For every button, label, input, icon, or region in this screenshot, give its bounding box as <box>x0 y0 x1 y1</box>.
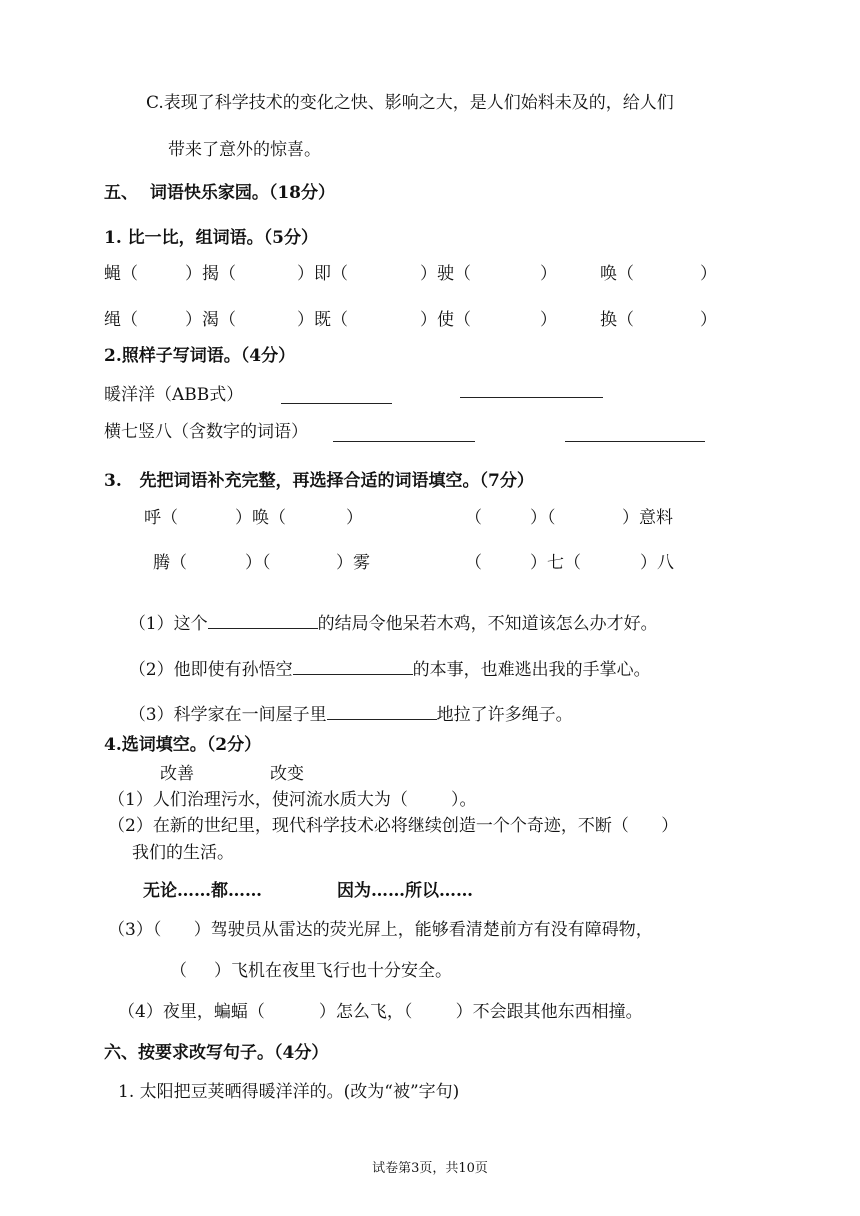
q3-s3-pre: （3）科学家在一间屋子里 <box>128 705 327 725</box>
section5-title: 五、 词语快乐家园。（18分） <box>104 183 335 203</box>
q1-r1-c4: ）驶（ <box>420 264 471 284</box>
q3-s1-post: 的结局令他呆若木鸡，不知道该怎么办才好。 <box>317 614 658 634</box>
q2-line1-label: 暖洋洋（ABB式） <box>104 385 244 405</box>
q1-r1-c6: 唤（ <box>600 264 634 284</box>
q1-title: 1. 比一比，组词语。（5分） <box>104 228 318 248</box>
option-c-line1: C.表现了科学技术的变化之快、影响之大，是人们始料未及的，给人们 <box>146 93 674 113</box>
q4-sentence-4: （4）夜里，蝙蝠（ ）怎么飞，（ ）不会跟其他东西相撞。 <box>118 1002 643 1022</box>
q3-f2-c4: （ <box>465 553 482 573</box>
q1-r1-c3: ）即（ <box>297 264 348 284</box>
q4-sentence-2-line2: 我们的生活。 <box>132 843 234 863</box>
q3-f1-c4: （ <box>465 508 482 528</box>
q3-sentence-1 <box>118 599 658 633</box>
q3-sentence-2 <box>118 645 651 679</box>
q3-title: 3. 先把词语补充完整，再选择合适的词语填空。（7分） <box>104 471 534 491</box>
q3-s3-blank[interactable] <box>327 718 437 720</box>
q3-f2-c1: 腾（ <box>153 553 187 573</box>
q2-title: 2.照样子写词语。（4分） <box>104 346 296 366</box>
q1-r1-c5: ） <box>540 264 557 284</box>
q3-f2-c2: ）（ <box>245 553 271 573</box>
q3-s1-pre: （1）这个 <box>128 614 208 634</box>
q4-conjunction-1: 无论……都…… <box>143 881 262 901</box>
q4-sentence-3-line1: （3）（ ）驾驶员从雷达的荧光屏上，能够看清楚前方有没有障碍物， <box>108 920 653 940</box>
q1-r1-c7: ） <box>700 264 717 284</box>
q3-s1-blank[interactable] <box>208 627 318 629</box>
q2-blank-4[interactable] <box>565 441 705 442</box>
q1-r2-c5: ） <box>540 310 557 330</box>
q1-r2-c2: ）渴（ <box>185 310 236 330</box>
q2-blank-2[interactable] <box>460 397 603 398</box>
q3-f1-c6: ）意料 <box>622 508 673 528</box>
q3-f2-c5: ）七（ <box>530 553 581 573</box>
section6-q1: 1. 太阳把豆荚晒得暖洋洋的。(改为“被”字句) <box>118 1082 460 1102</box>
q2-blank-3[interactable] <box>333 441 475 442</box>
q2-line2-label: 横七竖八（含数字的词语） <box>104 422 308 442</box>
q4-conjunction-2: 因为……所以…… <box>337 881 473 901</box>
q3-f2-c3: ）雾 <box>336 553 370 573</box>
q3-f1-c3: ） <box>346 508 363 528</box>
q1-r1-c1: 蝇（ <box>104 264 138 284</box>
q3-f2-c6: ）八 <box>640 553 674 573</box>
q1-r2-c6: 换（ <box>600 310 634 330</box>
q1-r2-c1: 绳（ <box>104 310 138 330</box>
q2-blank-1[interactable] <box>281 403 392 404</box>
q3-s3-post: 地拉了许多绳子。 <box>436 705 573 725</box>
q3-sentence-3 <box>118 690 573 724</box>
option-c-line2: 带来了意外的惊喜。 <box>168 140 321 160</box>
q3-s2-post: 的本事，也难逃出我的手掌心。 <box>412 660 651 680</box>
q4-sentence-1: （1）人们治理污水，使河流水质大为（ ）。 <box>108 790 477 810</box>
q3-f1-c2: ）唤（ <box>235 508 286 528</box>
q3-s2-blank[interactable] <box>293 673 413 675</box>
section6-title: 六、按要求改写句子。（4分） <box>104 1043 329 1063</box>
q4-sentence-2-line1: （2）在新的世纪里，现代科学技术必将继续创造一个个奇迹，不断（ ） <box>108 816 679 836</box>
q3-f1-c1: 呼（ <box>144 508 178 528</box>
q3-f1-c5: ）（ <box>530 508 556 528</box>
q4-sentence-3-line2: （ ）飞机在夜里飞行也十分安全。 <box>170 961 453 981</box>
q1-r2-c3: ）既（ <box>297 310 348 330</box>
q4-word-1: 改善 <box>160 764 194 784</box>
q1-r2-c7: ） <box>700 310 717 330</box>
page-footer: 试卷第3页，共10页 <box>372 1161 488 1176</box>
q1-r1-c2: ）揭（ <box>185 264 236 284</box>
q3-s2-pre: （2）他即使有孙悟空 <box>128 660 293 680</box>
q1-r2-c4: ）使（ <box>420 310 471 330</box>
q4-title: 4.选词填空。（2分） <box>104 735 262 755</box>
q4-word-2: 改变 <box>270 764 304 784</box>
